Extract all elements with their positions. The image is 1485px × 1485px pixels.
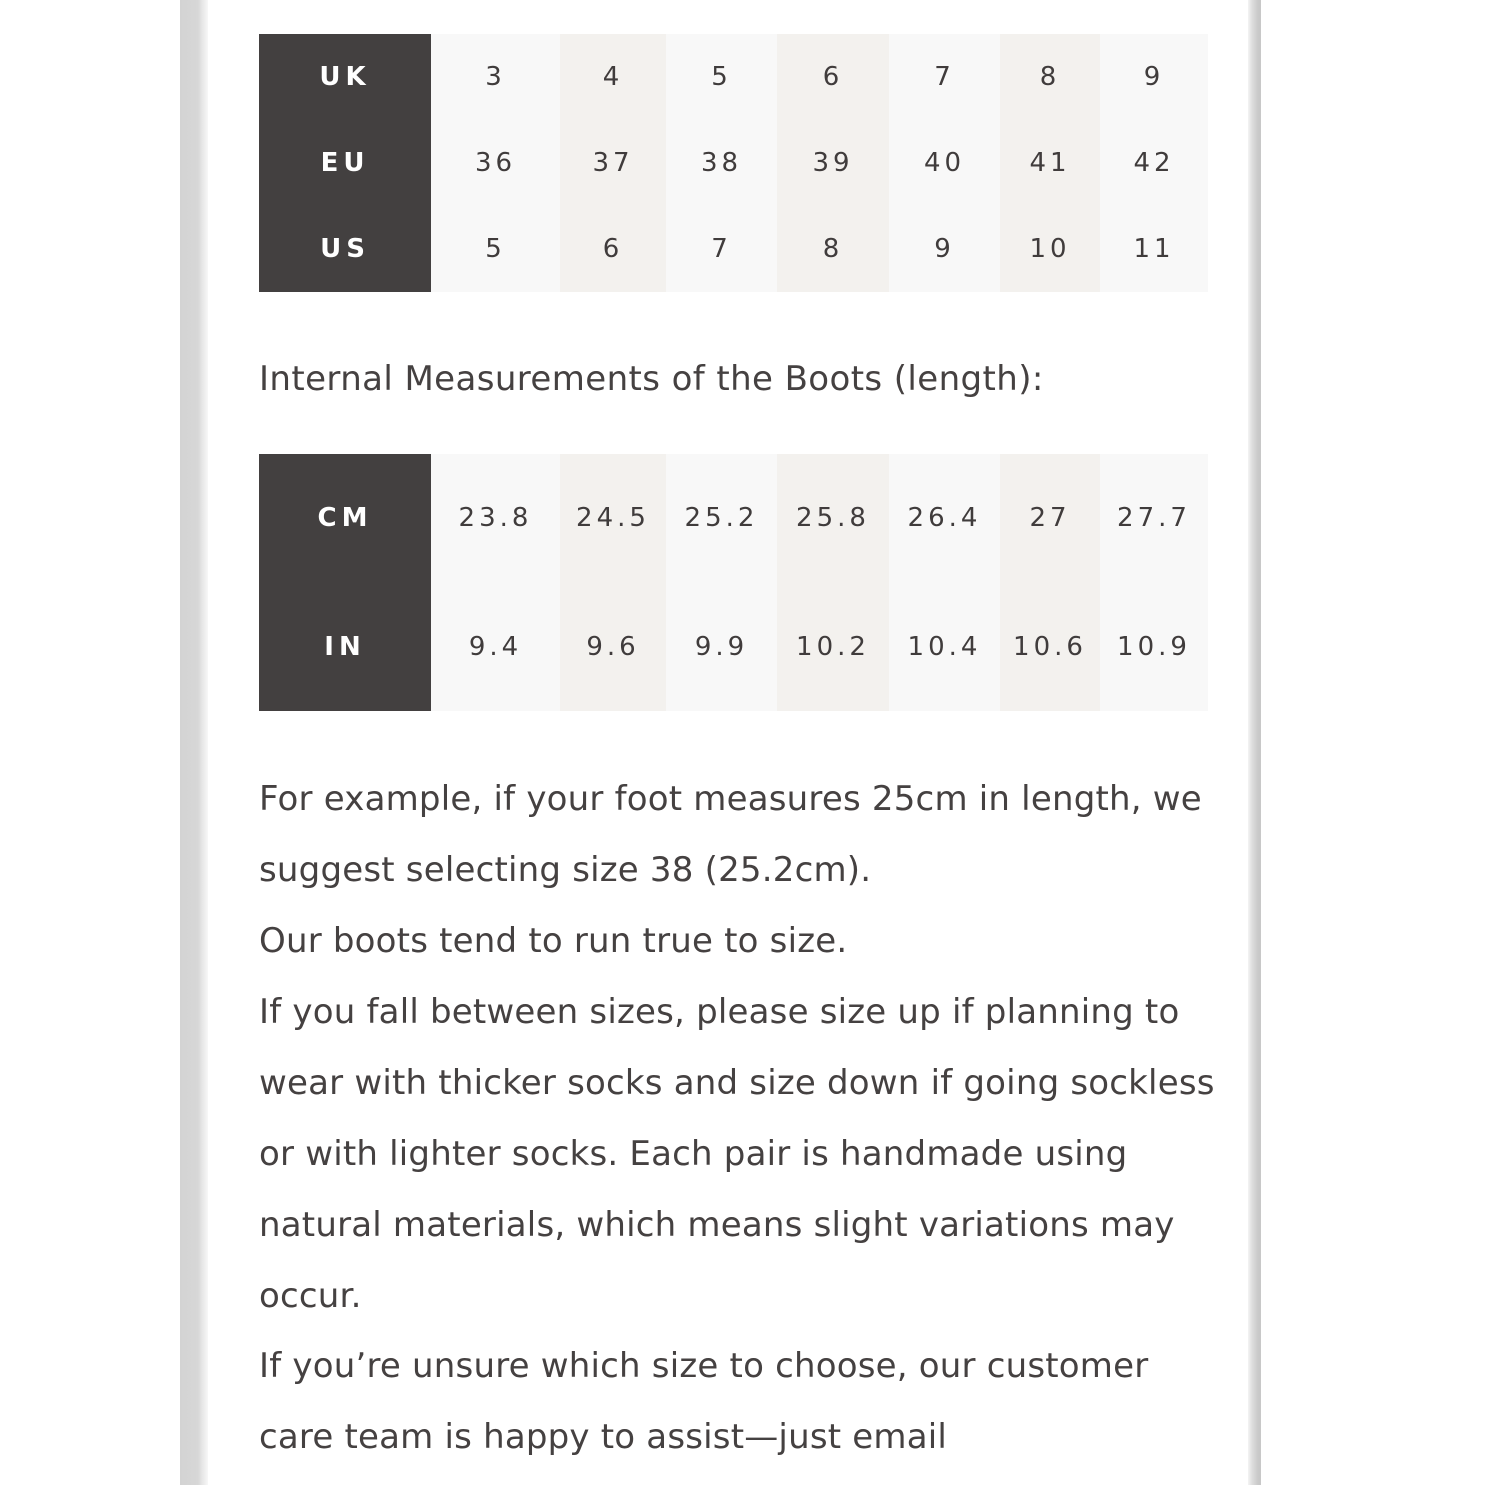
table-cell-uk: 5 [711, 62, 732, 92]
table-column [777, 454, 889, 711]
row-label-cm: CM [317, 503, 373, 534]
table-column [1000, 34, 1100, 292]
page-shadow-left [180, 0, 208, 1485]
table-cell-cm: 27 [1029, 503, 1071, 534]
table-cell-in: 9.4 [468, 631, 523, 662]
example-paragraph: For example, if your foot measures 25cm in length, we suggest selecting size 38 (25.2cm). [259, 779, 1202, 890]
table-cell-in: 10.2 [796, 631, 870, 662]
table-column [431, 34, 560, 292]
table-cell-cm: 25.8 [796, 503, 870, 534]
table-cell-us: 8 [822, 234, 844, 264]
table-cell-us: 9 [934, 234, 955, 264]
table-column [777, 34, 889, 292]
table-cell-uk: 3 [485, 62, 506, 92]
row-label-in: IN [324, 631, 366, 662]
between-sizes-paragraph: If you fall between sizes, please size up if planning to wear with thicker socks and size down if going sockless or with lighter socks. Each pair is handmade using natural materials, which means slight variations may occur. [259, 992, 1215, 1316]
table-cell-eu: 41 [1029, 148, 1071, 178]
table-cell-eu: 40 [923, 148, 966, 178]
size-conversion-table [259, 34, 1208, 292]
table-column [560, 34, 666, 292]
table-cell-uk: 7 [934, 62, 955, 92]
table-cell-cm: 24.5 [576, 503, 650, 534]
measurements-heading: Internal Measurements of the Boots (length): [259, 359, 1044, 399]
table-header-column [259, 454, 431, 711]
true-to-size-paragraph: Our boots tend to run true to size. [259, 921, 848, 961]
table-column [1000, 454, 1100, 711]
customer-care-paragraph: If you’re unsure which size to choose, our customer care team is happy to assist—just email [259, 1346, 1149, 1457]
table-cell-uk: 8 [1039, 62, 1061, 92]
table-cell-eu: 39 [812, 148, 854, 178]
table-column [889, 34, 1000, 292]
table-cell-uk: 6 [822, 62, 844, 92]
table-cell-in: 9.9 [694, 631, 749, 662]
table-cell-eu: 36 [474, 148, 517, 178]
table-cell-in: 9.6 [586, 631, 640, 662]
table-cell-in: 10.9 [1117, 631, 1191, 662]
table-cell-us: 11 [1133, 234, 1175, 264]
table-cell-eu: 38 [700, 148, 743, 178]
table-cell-eu: 42 [1133, 148, 1175, 178]
table-cell-in: 10.4 [907, 631, 982, 662]
page-shadow-right [1248, 0, 1261, 1485]
row-label-us: US [320, 234, 370, 264]
table-cell-uk: 4 [602, 62, 624, 92]
table-cell-uk: 9 [1143, 62, 1165, 92]
table-cell-cm: 25.2 [684, 503, 759, 534]
table-header-column [259, 34, 431, 292]
table-cell-cm: 26.4 [907, 503, 982, 534]
table-cell-cm: 27.7 [1117, 503, 1191, 534]
table-column [1100, 454, 1208, 711]
row-label-eu: EU [320, 148, 370, 178]
table-column [666, 454, 777, 711]
table-column [1100, 34, 1208, 292]
row-label-uk: UK [319, 62, 371, 92]
table-column [889, 454, 1000, 711]
table-column [560, 454, 666, 711]
table-cell-us: 6 [602, 234, 624, 264]
internal-measurements-table [259, 454, 1208, 711]
table-cell-in: 10.6 [1013, 631, 1087, 662]
table-cell-cm: 23.8 [458, 503, 533, 534]
table-cell-us: 10 [1029, 234, 1071, 264]
table-cell-eu: 37 [592, 148, 634, 178]
table-cell-us: 7 [711, 234, 732, 264]
table-column [431, 454, 560, 711]
table-column [666, 34, 777, 292]
table-cell-us: 5 [485, 234, 506, 264]
